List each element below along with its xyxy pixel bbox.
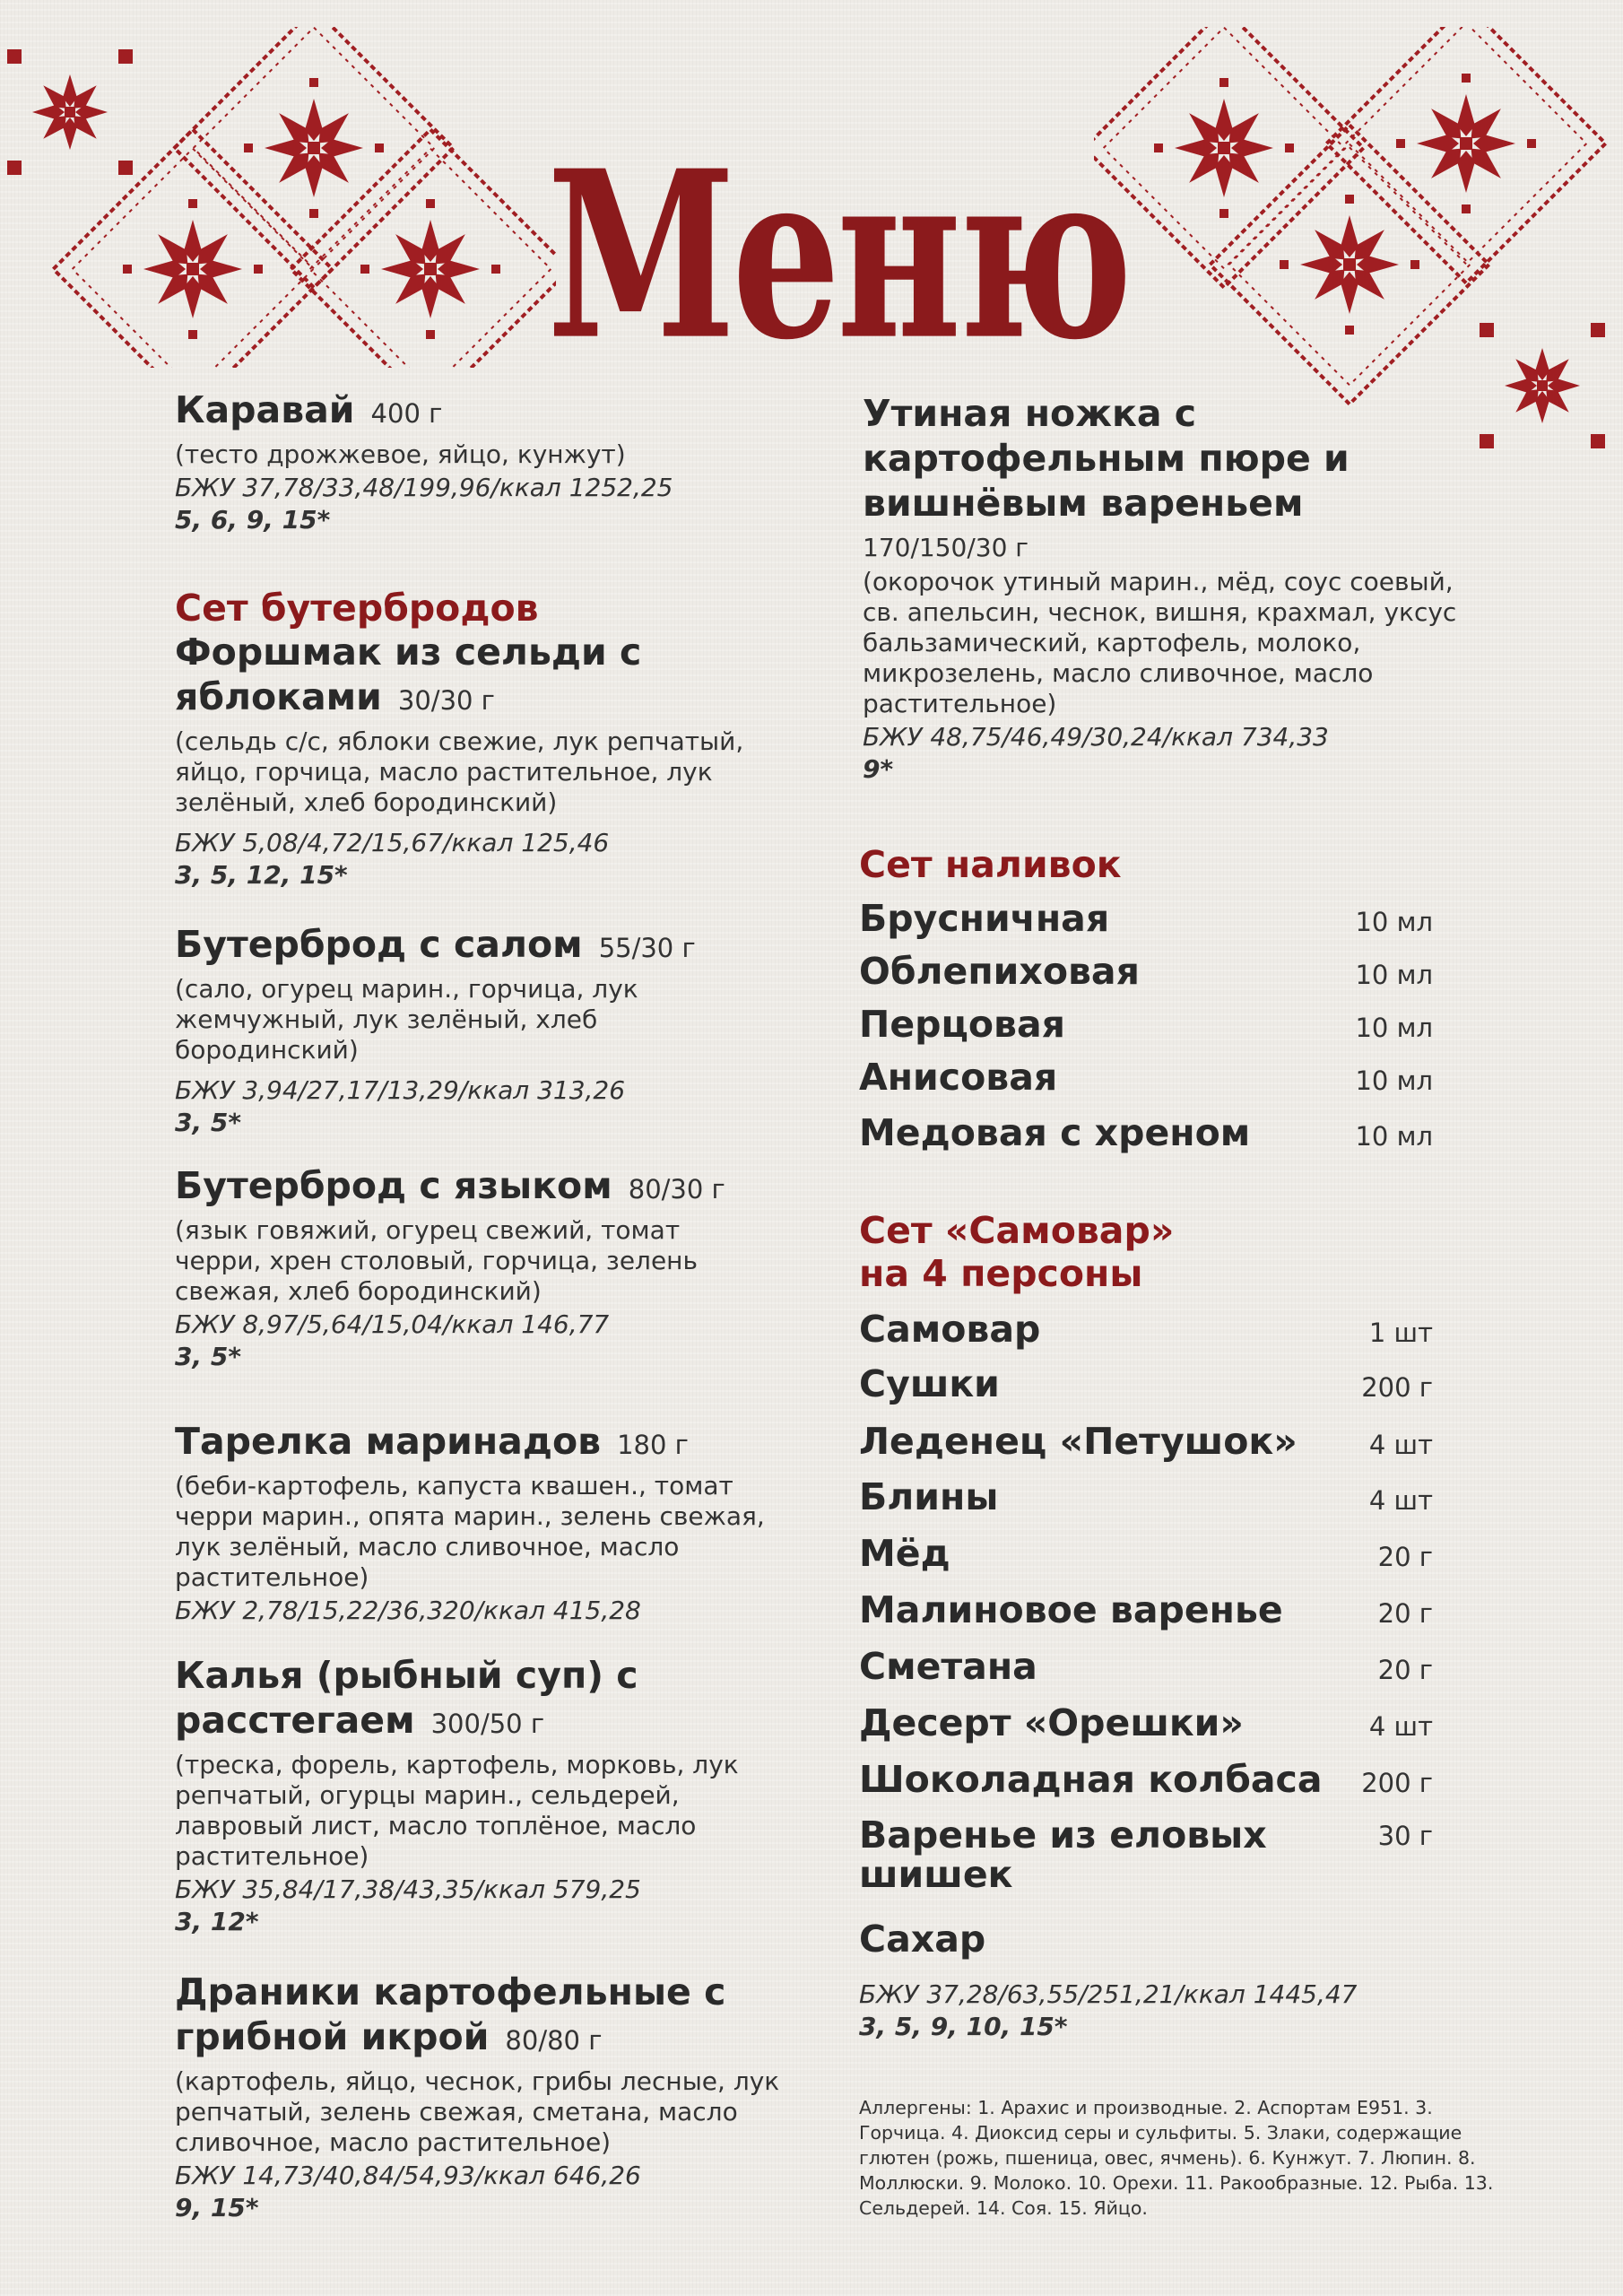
dish-description: (беби-картофель, капуста квашен., томат черри марин., опята марин., зелень свежая, лук зелёный, масло сливочное, масло растительное): [175, 1471, 765, 1592]
set-allergens: 3, 5, 9, 10, 15*: [859, 2012, 1068, 2041]
dish-description: (картофель, яйцо, чеснок, грибы лесные, лук репчатый, зелень свежая, сметана, масло сливочное, масло растительное): [175, 2066, 780, 2157]
dish-nutrition: БЖУ 3,94/27,17/13,29/ккал 313,26: [175, 1075, 626, 1105]
dish-name: Тарелка маринадов: [175, 1420, 602, 1463]
list-item: Леденец «Петушок» 4 шт: [859, 1420, 1433, 1463]
dish-allergens: 3, 5, 12, 15*: [175, 860, 348, 890]
dish-description: (сельдь с/с, яблоки свежие, лук репчатый, яйцо, горчица, масло растительное, лук зелёный, хлеб бородинский): [175, 726, 744, 817]
list-item: Сушки 200 г: [859, 1362, 1433, 1405]
dish-name: Калья (рыбный суп) с расстегаем: [175, 1654, 638, 1742]
dish-nutrition: БЖУ 5,08/4,72/15,67/ккал 125,46: [175, 828, 610, 857]
dish-name: Бутерброд с салом: [175, 923, 583, 966]
list-item: Десерт «Орешки» 4 шт: [859, 1701, 1433, 1744]
section-title: Сет «Самовар» на 4 персоны: [859, 1209, 1175, 1295]
menu-item: [175, 1419, 820, 1627]
list-item: Шоколадная колбаса 200 г: [859, 1758, 1433, 1801]
list-item: Малиновое варенье 20 г: [859, 1588, 1433, 1631]
list-item: Брусничная 10 мл: [859, 897, 1433, 940]
menu-item: [175, 387, 820, 536]
menu-item: [175, 1970, 820, 2224]
dish-name: Каравай: [175, 388, 355, 431]
embroidery-ornament-left-icon: [0, 27, 556, 368]
set-nutrition: БЖУ 37,28/63,55/251,21/ккал 1445,47: [859, 1979, 1358, 2009]
list-item: Варенье из еловых шишек 30 г: [859, 1813, 1433, 1896]
list-item: Сахар: [859, 1918, 986, 1961]
dish-allergens: 3, 5*: [175, 1342, 241, 1371]
dish-name: Бутерброд с языком: [175, 1164, 612, 1207]
list-item: Медовая с хреном 10 мл: [859, 1111, 1433, 1154]
menu-item-duck: [863, 391, 1490, 786]
dish-name: Драники картофельные с грибной икрой: [175, 1970, 726, 2058]
list-item: Перцовая 10 мл: [859, 1003, 1433, 1046]
dish-description: (тесто дрожжевое, яйцо, кунжут): [175, 439, 626, 469]
section-title: Сет наливок: [859, 843, 1122, 886]
dish-description: (окорочок утиный марин., мёд, соус соевый, св. апельсин, чеснок, вишня, крахмал, уксус бальзамический, картофель, молоко, микрозелень, масло сливочное, масло растительное): [863, 567, 1457, 718]
dish-weight: 80/30 г: [628, 1174, 725, 1205]
dish-weight: 80/80 г: [505, 2025, 603, 2056]
list-item: Облепиховая 10 мл: [859, 950, 1433, 993]
dish-weight: 30/30 г: [397, 685, 495, 716]
dish-nutrition: БЖУ 8,97/5,64/15,04/ккал 146,77: [175, 1309, 610, 1339]
dish-allergens: 9, 15*: [175, 2193, 259, 2222]
dish-name: Утиная ножка с картофельным пюре и вишнёвым вареньем: [863, 392, 1350, 525]
samovar-set: [859, 1209, 1433, 2061]
dish-description: (язык говяжий, огурец свежий, томат черри, хрен столовый, горчица, зелень свежая, хлеб бородинский): [175, 1215, 698, 1306]
dish-allergens: 5, 6, 9, 15*: [175, 505, 331, 535]
dish-name: Форшмак из сельди с яблоками: [175, 631, 642, 718]
dish-nutrition: БЖУ 48,75/46,49/30,24/ккал 734,33: [863, 722, 1329, 752]
dish-description: (сало, огурец марин., горчица, лук жемчужный, лук зелёный, хлеб бородинский): [175, 974, 638, 1065]
dish-weight: 170/150/30 г: [863, 533, 1028, 562]
list-item: Блины 4 шт: [859, 1475, 1433, 1518]
dish-nutrition: БЖУ 35,84/17,38/43,35/ккал 579,25: [175, 1874, 641, 1904]
list-item: Самовар 1 шт: [859, 1308, 1433, 1351]
menu-title: Меню: [547, 120, 1130, 391]
dish-weight: 180 г: [617, 1430, 689, 1460]
dish-description: (треска, форель, картофель, морковь, лук репчатый, огурцы марин., сельдерей, лавровый лист, масло топлёное, масло растительное): [175, 1750, 739, 1871]
menu-item: [175, 1653, 820, 1938]
menu-item: [175, 1163, 820, 1373]
liqueur-set: [859, 843, 1433, 1166]
list-item: Сметана 20 г: [859, 1645, 1433, 1688]
list-item: Мёд 20 г: [859, 1532, 1433, 1575]
menu-item: [175, 587, 820, 891]
menu-item: [175, 922, 820, 1139]
dish-allergens: 3, 5*: [175, 1108, 241, 1137]
list-item: Анисовая 10 мл: [859, 1056, 1433, 1099]
dish-weight: 300/50 г: [430, 1709, 545, 1739]
dish-allergens: 3, 12*: [175, 1907, 259, 1936]
section-title: Сет бутербродов: [175, 587, 539, 630]
dish-allergens: 9*: [863, 754, 894, 784]
dish-weight: 400 г: [370, 398, 443, 429]
dish-nutrition: БЖУ 2,78/15,22/36,320/ккал 415,28: [175, 1596, 641, 1625]
allergen-legend: Аллергены: 1. Арахис и производные. 2. Аспортам Е951. 3. Горчица. 4. Диоксид серы и сульфиты. 5. Злаки, содержащие глютен (рожь, пшеница, овес, ячмень). 6. Кунжут. 7. Люпин. 8. Моллюски. 9. Молоко. 10. Орехи. 11. Ракообразные. 12. Рыба. 13. Сельдерей. 14. Соя. 15. Яйцо.: [859, 2097, 1494, 2219]
dish-nutrition: БЖУ 37,78/33,48/199,96/ккал 1252,25: [175, 473, 673, 502]
dish-weight: 55/30 г: [598, 933, 696, 963]
dish-nutrition: БЖУ 14,73/40,84/54,93/ккал 646,26: [175, 2161, 641, 2190]
